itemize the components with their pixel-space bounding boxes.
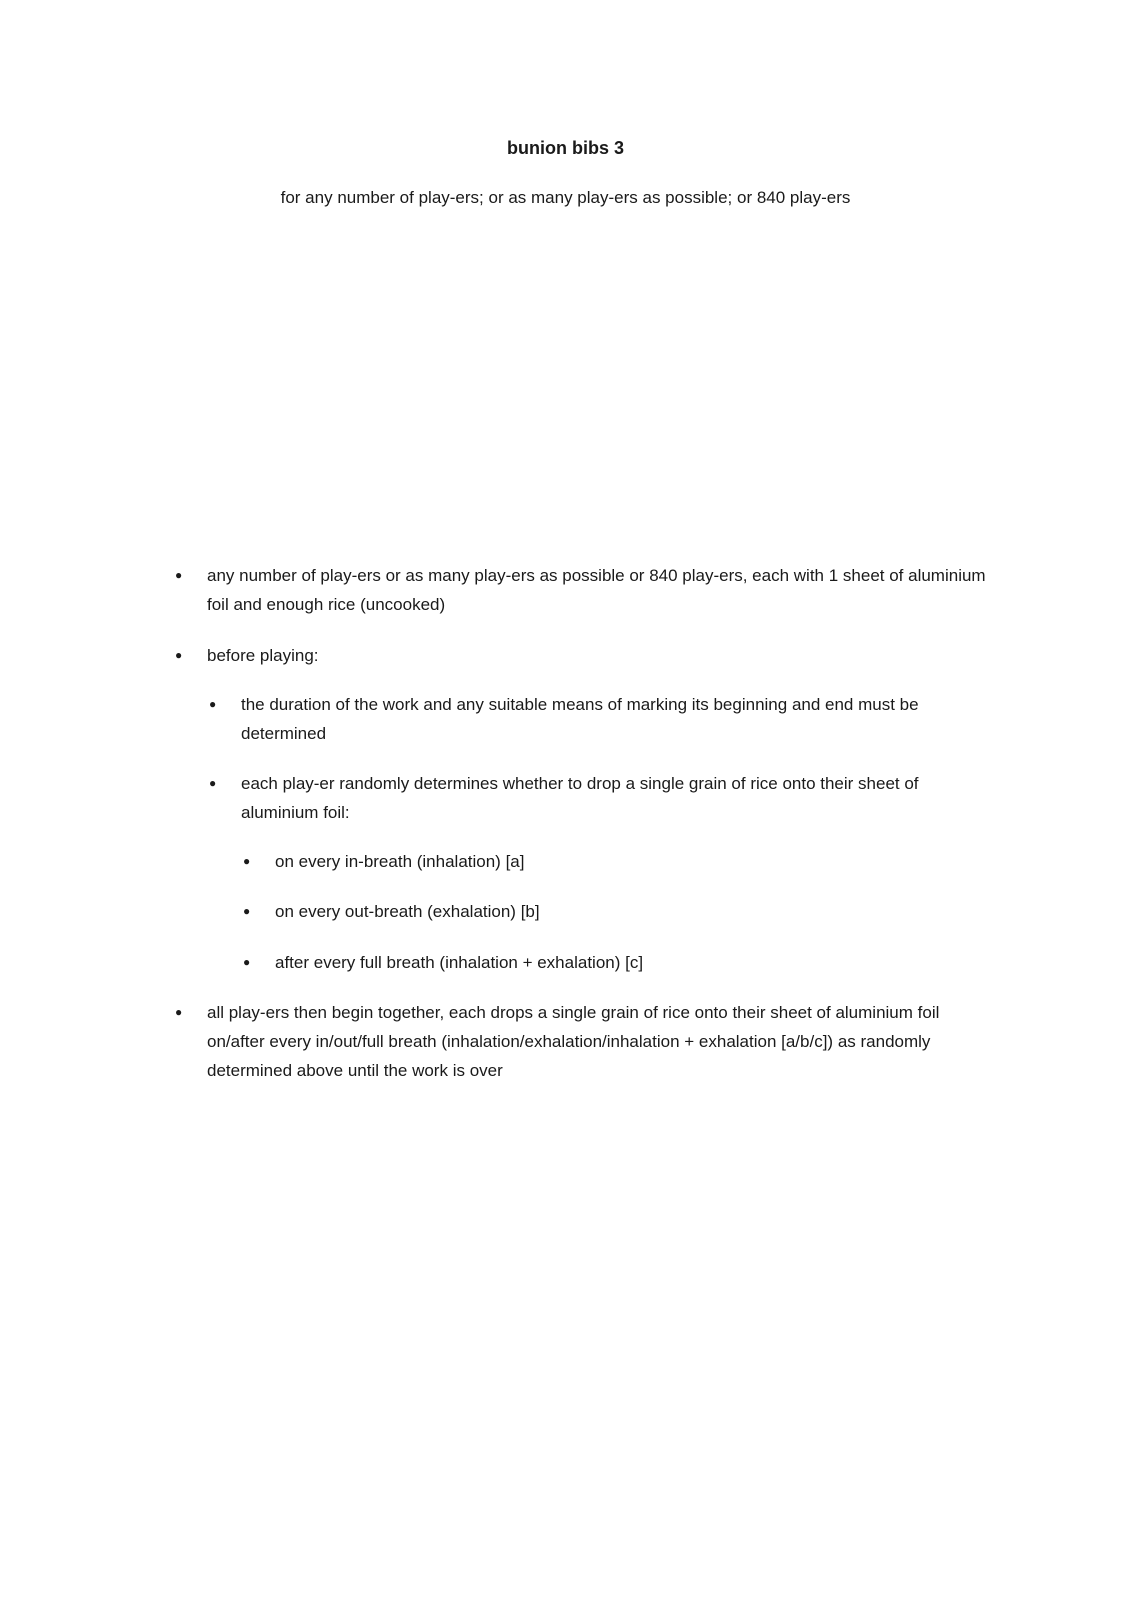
- document-subtitle: for any number of play-ers; or as many play-ers as possible; or 840 play-ers: [280, 188, 851, 207]
- bullet-icon: ●: [209, 776, 217, 790]
- list-item-text: each play-er randomly determines whether to drop a single grain of rice onto their sheet of aluminium foil:: [241, 774, 919, 822]
- bullet-icon: ●: [243, 904, 251, 918]
- list-item: [209, 690, 991, 748]
- bullet-icon: ●: [243, 955, 251, 969]
- list-item-text: on every in-breath (inhalation) [a]: [275, 852, 525, 871]
- list-item: [175, 641, 987, 670]
- list-item: [175, 561, 987, 619]
- document-title: bunion bibs 3: [507, 138, 624, 158]
- list-item: [243, 897, 975, 926]
- bullet-icon: ●: [175, 648, 183, 662]
- list-item-text: any number of play-ers or as many play-ers as possible or 840 play-ers, each with 1 sheet of aluminium foil and enough rice (uncooked): [207, 566, 986, 614]
- bullet-icon: ●: [175, 1005, 183, 1019]
- list-item: [175, 998, 987, 1085]
- list-item-text: before playing:: [207, 646, 319, 665]
- list-item-text: after every full breath (inhalation + exhalation) [c]: [275, 953, 644, 972]
- list-item: [209, 769, 991, 827]
- bullet-icon: ●: [243, 854, 251, 868]
- bullet-icon: ●: [209, 697, 217, 711]
- list-item: [243, 948, 975, 977]
- list-item: [243, 847, 975, 876]
- bullet-icon: ●: [175, 568, 183, 582]
- list-item-text: the duration of the work and any suitable means of marking its beginning and end must be determined: [241, 695, 919, 743]
- list-item-text: all play-ers then begin together, each drops a single grain of rice onto their sheet of aluminium foil on/after every in/out/full breath (inhalation/exhalation/inhalation + exhalation [a/b/c]) as randomly determined above until the work is over: [207, 1003, 940, 1080]
- list-item-text: on every out-breath (exhalation) [b]: [275, 902, 540, 921]
